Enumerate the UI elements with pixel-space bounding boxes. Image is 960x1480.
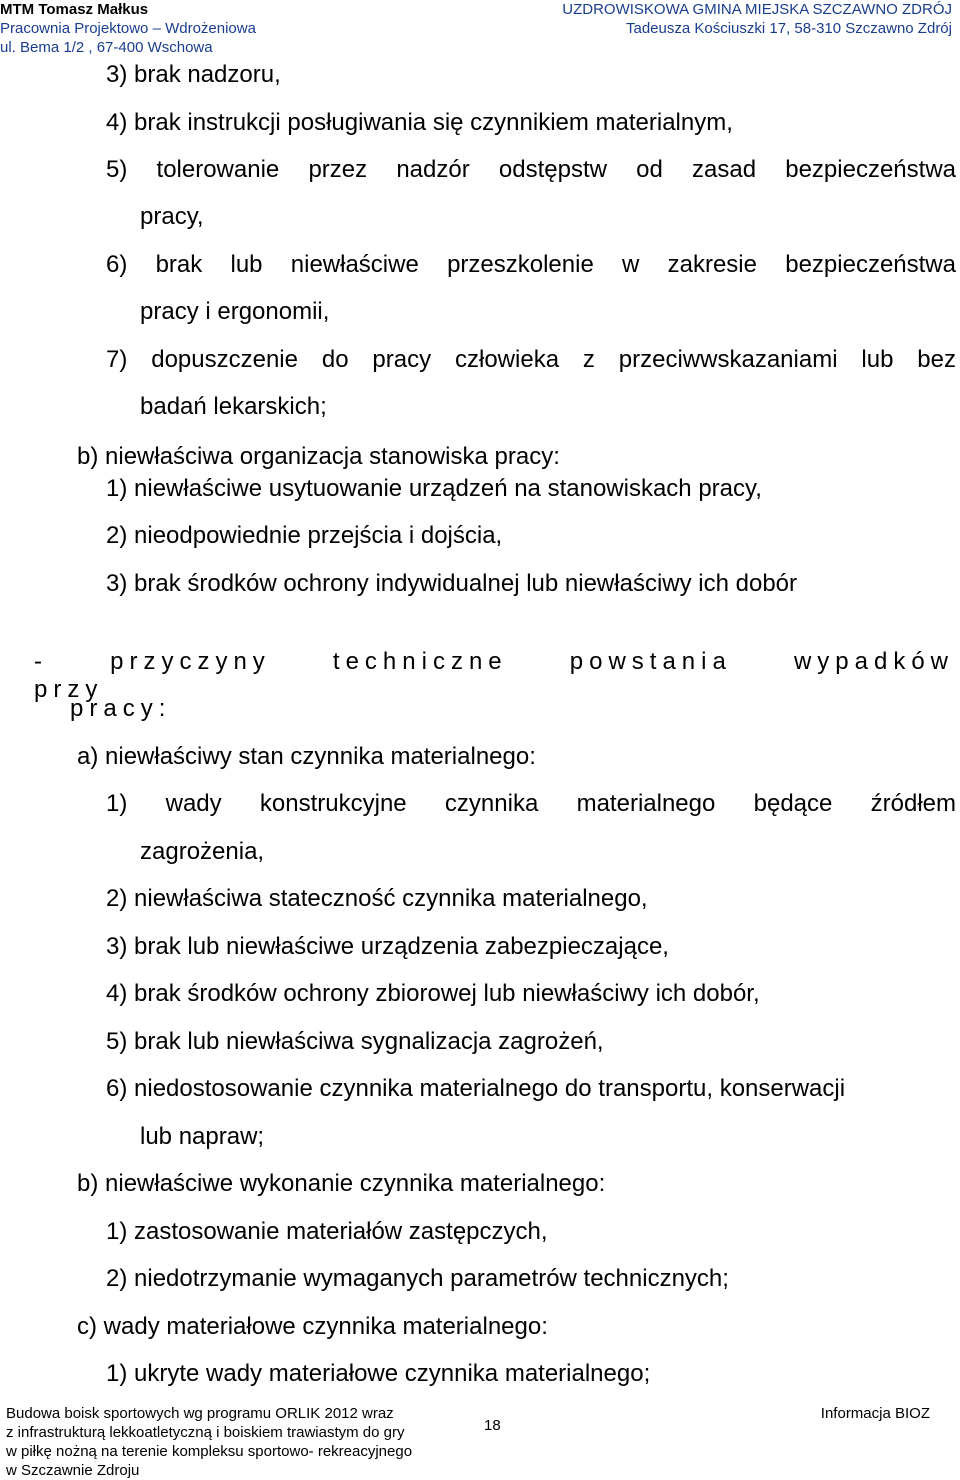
footer-doc-type: Informacja BIOZ	[820, 1405, 930, 1422]
body-line: 2) nieodpowiednie przejścia i dojścia,	[106, 522, 503, 549]
body-line: 6) niedostosowanie czynnika materialnego do transportu, konserwacji	[106, 1075, 846, 1102]
body-line: zagrożenia,	[140, 838, 265, 865]
body-line: 1) ukryte wady materiałowe czynnika materialnego;	[106, 1360, 651, 1387]
body-line: 6) brak lub niewłaściwe przeszkolenie w zakresie bezpieczeństwa	[106, 251, 956, 278]
body-line: 2) niedotrzymanie wymaganych parametrów technicznych;	[106, 1265, 729, 1292]
body-line: b) niewłaściwa organizacja stanowiska pracy:	[77, 443, 560, 470]
body-line: a) niewłaściwy stan czynnika materialnego:	[77, 743, 536, 770]
footer-project-line: w Szczawnie Zdroju	[6, 1462, 140, 1479]
section-heading-cont: pracy:	[70, 695, 172, 722]
body-line: 3) brak lub niewłaściwe urządzenia zabezpieczające,	[106, 933, 669, 960]
section-heading: - przyczyny techniczne powstania wypadków przy	[34, 648, 954, 703]
header-left	[0, 0, 256, 57]
body-line: 2) niewłaściwa stateczność czynnika materialnego,	[106, 885, 648, 912]
body-line: c) wady materiałowe czynnika materialnego:	[77, 1313, 548, 1340]
header-right	[562, 0, 952, 38]
footer-project-line: z infrastrukturą lekkoatletyczną i boiskiem trawiastym do gry	[6, 1424, 405, 1441]
body-line: 5) tolerowanie przez nadzór odstępstw od zasad bezpieczeństwa	[106, 156, 956, 183]
footer-project-line: w piłkę nożną na terenie kompleksu sportowo- rekreacyjnego	[6, 1443, 413, 1460]
body-line: pracy,	[140, 203, 204, 230]
body-line: b) niewłaściwe wykonanie czynnika materialnego:	[77, 1170, 606, 1197]
body-line: 1) wady konstrukcyjne czynnika materialnego będące źródłem	[106, 790, 956, 817]
body-line: pracy i ergonomii,	[140, 298, 330, 325]
header-org-address: Tadeusza Kościuszki 17, 58-310 Szczawno Zdrój	[625, 20, 952, 37]
footer-project-line: Budowa boisk sportowych wg programu ORLIK 2012 wraz	[6, 1405, 394, 1422]
header-brand: MTM	[0, 1, 35, 18]
body-line: 7) dopuszczenie do pracy człowieka z przeciwwskazaniami lub bez	[106, 346, 956, 373]
body-line: 4) brak instrukcji posługiwania się czynnikiem materialnym,	[106, 109, 733, 136]
body-line: lub napraw;	[140, 1123, 265, 1150]
footer-project	[6, 1404, 412, 1480]
body-line: 1) niewłaściwe usytuowanie urządzeń na stanowiskach pracy,	[106, 475, 762, 502]
header-company: Pracownia Projektowo – Wdrożeniowa	[0, 20, 256, 37]
body-line: badań lekarskich;	[140, 393, 327, 420]
header-author	[0, 0, 256, 19]
body-line: 4) brak środków ochrony zbiorowej lub niewłaściwy ich dobór,	[106, 980, 760, 1007]
header-org: UZDROWISKOWA GMINA MIEJSKA SZCZAWNO ZDRÓJ	[562, 1, 952, 18]
header-address: ul. Bema 1/2 , 67-400 Wschowa	[0, 39, 213, 56]
page-number: 18	[484, 1417, 501, 1434]
body-line: 3) brak nadzoru,	[106, 61, 281, 88]
body-line: 5) brak lub niewłaściwa sygnalizacja zagrożeń,	[106, 1028, 604, 1055]
body-line: 3) brak środków ochrony indywidualnej lub niewłaściwy ich dobór	[106, 570, 798, 597]
header-name: Tomasz Małkus	[34, 1, 149, 18]
body-line: 1) zastosowanie materiałów zastępczych,	[106, 1218, 548, 1245]
